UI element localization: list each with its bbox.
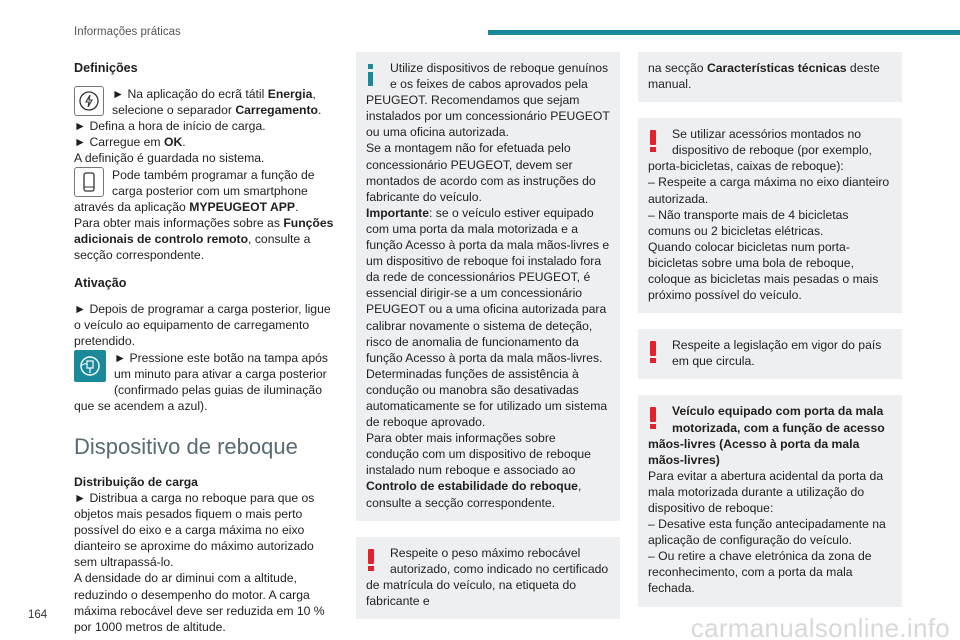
distribuicao-heading: Distribuição de carga [74,474,198,489]
watermark: carmanualsonline.info [690,612,950,640]
energy-icon [74,86,104,116]
warning-icon [368,549,376,571]
smartphone-icon [74,167,104,197]
warning-continued-text: na secção Características técnicas deste manual. [648,61,880,92]
header-accent-bar [488,30,960,35]
info-stability-ref: Para obter mais informações sobre condução com um dispositivo de reboque instalado num reboque e associado ao Controlo de estabilidade do reboque, consulte a secção correspondente. [366,431,591,510]
info-box-towing-devices [356,52,620,521]
info-assist-functions: Determinadas funções de assistência à condução ou manobra são desativadas automaticamente se for utilizado um sistema de reboque aprovado. [366,366,608,430]
def-app-note: Pode também programar a função de carga posterior com um smartphone através da aplicação MYPEUGEOT APP. [74,167,315,214]
accessories-bike-limit: – Não transporte mais de 4 bicicletas comuns ou 2 bicicletas elétricas. [648,207,849,238]
accessories-intro: Se utilizar acessórios montados no dispositivo de reboque (por exemplo, porta-bicicletas, caixas de reboque): [648,127,872,174]
column-1 [74,52,336,635]
column-2 [356,52,620,629]
info-important: Importante: se o veículo estiver equipado com uma porta da mala motorizada e a função Acesso à porta da mala mãos-livres e um dispositivo de reboque foi instalado fora da rede de concessionários PEUGEOT, é essencial dirigir-se a um concessionário PEUGEOT ou a uma oficina autorizada para calibrar novamente o sistema de deteção, risco de anomalia de funcionamento da função Acesso à porta da mala mãos-livres. [366,205,610,365]
warning-icon [650,407,658,429]
hands-free-intro: Para evitar a abertura acidental da porta da mala motorizada durante a utilização do dispositivo de reboque: [648,468,884,515]
altitude-note: A densidade do ar diminui com a altitude, reduzindo o desempenho do motor. A carga máxima rebocável deve ser reduzida em 10 % por 1000 metros de altitude. [74,571,325,634]
accessories-bike-placement: Quando colocar bicicletas num porta-bicicletas sobre uma bola de reboque, coloque as bicicletas mais pesadas o mais próximo possível do veículo. [648,239,879,303]
ativacao-step-1: ► Depois de programar a carga posterior, ligue o veículo ao equipamento de carregamento pretendido. [74,302,331,349]
section-header-title: Informações práticas [74,26,181,38]
legislation-text: Respeite a legislação em vigor do país em que circula. [672,338,882,369]
warning-box-max-weight [356,537,620,619]
warning-box-accessories [638,118,902,313]
warning-box-legislation [638,329,902,379]
hands-free-remove-key: – Ou retire a chave eletrónica da zona de reconhecimento, com a porta da mala fechada. [648,549,872,596]
def-step-3: ► Carregue em OK. [74,135,186,150]
def-more-info: Para obter mais informações sobre as Funções adicionais de controlo remoto, consulte a secção correspondente. [74,215,334,263]
charging-plug-icon [74,350,106,382]
reboque-heading: Dispositivo de reboque [74,433,298,459]
hands-free-title: Veículo equipado com porta da mala motorizada, com a função de acesso mãos-livres (Acesso à porta da mala mãos-livres) [648,404,885,467]
warning-box-continued [638,52,902,102]
info-icon [368,64,376,86]
accessories-axle-load: – Respeite a carga máxima no eixo dianteiro autorizada. [648,175,890,206]
def-step-2: ► Defina a hora de início de carga. [74,119,266,134]
def-step-1: ► Na aplicação do ecrã tátil Energia, selecione o separador Carregamento. [112,87,322,118]
page-number: 164 [28,609,48,621]
definicoes-heading: Definições [74,61,138,75]
ativacao-step-2: ► Pressione este botão na tampa após um minuto para ativar a carga posterior (confirmado pelas guias de iluminação que se acendem a azul). [74,350,328,413]
distribuicao-step-1: ► Distribua a carga no reboque para que os objetos mais pesados fiquem o mais perto possível do eixo e a carga máxima no eixo dianteiro se aproxime do máximo autorizado sem ultrapassá-lo. [74,490,315,570]
ativacao-heading: Ativação [74,276,127,291]
info-genuine-devices: Utilize dispositivos de reboque genuínos e os feixes de cabos aprovados pela PEUGEOT. Recomendamos que sejam instalados por um concessionário PEUGEOT ou uma oficina autorizada. [366,61,610,140]
def-saved-note: A definição é guardada no sistema. [74,151,265,166]
warning-icon [650,341,658,363]
column-3 [638,52,902,617]
hands-free-disable: – Desative esta função antecipadamente na aplicação de configuração do veículo. [648,517,886,548]
info-mounting-note: Se a montagem não for efetuada pelo concessionário PEUGEOT, devem ser montados de acordo com as instruções do fabricante do veículo. [366,141,596,204]
warning-icon [650,130,658,152]
warning-max-weight-text: Respeite o peso máximo rebocável autorizado, como indicado no certificado de matrícula do veículo, na etiqueta do fabricante e [366,545,609,608]
warning-box-hands-free-tailgate [638,395,902,606]
